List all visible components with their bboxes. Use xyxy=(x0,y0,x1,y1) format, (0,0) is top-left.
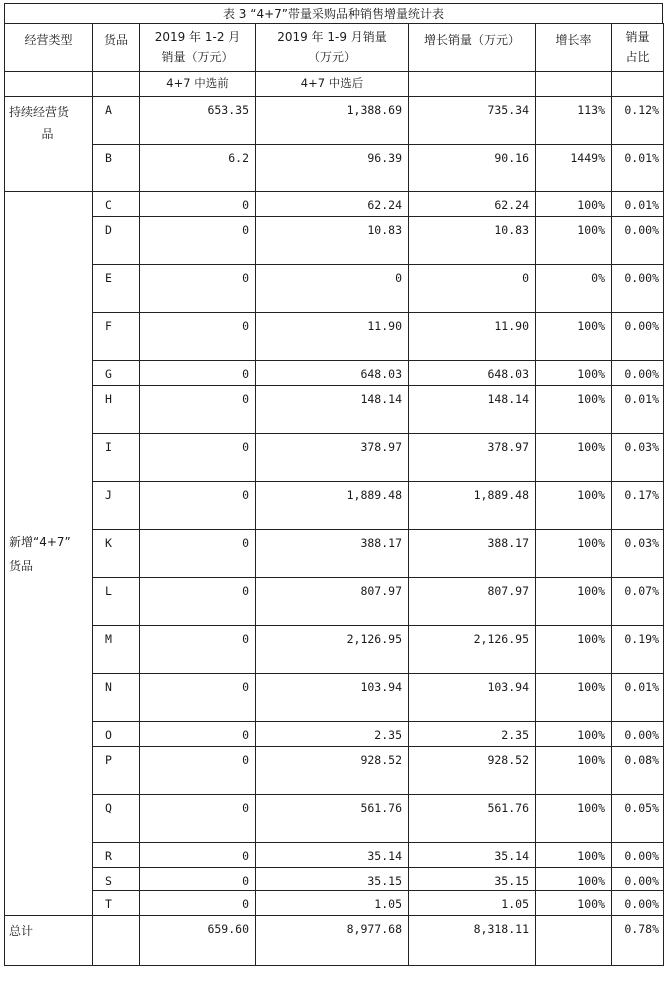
cell-item: G xyxy=(93,361,140,386)
total-row xyxy=(5,916,664,966)
cell-before: 0 xyxy=(140,795,256,843)
cell-after: 10.83 xyxy=(256,217,409,265)
cell-before: 0 xyxy=(140,747,256,795)
cell-after: 928.52 xyxy=(256,747,409,795)
category-continuing-line1: 持续经营货 xyxy=(9,105,70,119)
cell-growth: 10.83 xyxy=(409,217,536,265)
cell-rate: 1449% xyxy=(536,145,612,192)
cell-before: 0 xyxy=(140,386,256,434)
subheader-after: 4+7 中选后 xyxy=(256,72,409,97)
cell-share: 0.00% xyxy=(612,843,664,868)
cell-rate: 100% xyxy=(536,386,612,434)
cell-before: 0 xyxy=(140,217,256,265)
subheader-blank-share xyxy=(612,72,664,97)
cell-before: 0 xyxy=(140,868,256,891)
category-new-line2: 货品 xyxy=(9,558,34,573)
header-row xyxy=(5,24,664,72)
cell-rate: 100% xyxy=(536,747,612,795)
table-row xyxy=(5,795,664,843)
subheader-blank-item xyxy=(93,72,140,97)
cell-before: 0 xyxy=(140,434,256,482)
cell-share: 0.19% xyxy=(612,626,664,674)
cell-growth: 35.15 xyxy=(409,868,536,891)
cell-item: Q xyxy=(93,795,140,843)
table-row xyxy=(5,482,664,530)
header-item: 货品 xyxy=(93,24,140,72)
subheader-blank-category xyxy=(5,72,93,97)
cell-before: 0 xyxy=(140,578,256,626)
table-row xyxy=(5,434,664,482)
cell-growth: 62.24 xyxy=(409,192,536,217)
cell-item: D xyxy=(93,217,140,265)
cell-item: O xyxy=(93,722,140,747)
header-growth: 增长销量（万元） xyxy=(409,24,536,72)
cell-item: A xyxy=(93,97,140,145)
cell-share: 0.00% xyxy=(612,313,664,361)
cell-before: 0 xyxy=(140,674,256,722)
sales-stats-table-container xyxy=(4,3,663,966)
category-new xyxy=(5,192,93,916)
cell-item: K xyxy=(93,530,140,578)
cell-share: 0.01% xyxy=(612,192,664,217)
cell-before: 0 xyxy=(140,265,256,313)
cell-rate: 100% xyxy=(536,313,612,361)
cell-rate: 100% xyxy=(536,891,612,916)
cell-after: 561.76 xyxy=(256,795,409,843)
table-row xyxy=(5,578,664,626)
cell-after: 807.97 xyxy=(256,578,409,626)
cell-before: 0 xyxy=(140,891,256,916)
cell-after: 1.05 xyxy=(256,891,409,916)
cell-growth: 11.90 xyxy=(409,313,536,361)
cell-rate: 100% xyxy=(536,482,612,530)
cell-rate: 100% xyxy=(536,578,612,626)
cell-before: 0 xyxy=(140,722,256,747)
cell-rate: 100% xyxy=(536,530,612,578)
subheader-blank-rate xyxy=(536,72,612,97)
cell-before: 0 xyxy=(140,843,256,868)
cell-rate: 100% xyxy=(536,192,612,217)
cell-growth: 35.14 xyxy=(409,843,536,868)
category-continuing xyxy=(5,97,93,192)
cell-growth: 388.17 xyxy=(409,530,536,578)
cell-share: 0.01% xyxy=(612,145,664,192)
table-title: 表 3 “4+7”带量采购品种销售增量统计表 xyxy=(4,3,663,23)
table-row xyxy=(5,97,664,145)
cell-share: 0.00% xyxy=(612,868,664,891)
cell-before: 0 xyxy=(140,626,256,674)
cell-rate: 100% xyxy=(536,868,612,891)
header-rate: 增长率 xyxy=(536,24,612,72)
cell-growth: 648.03 xyxy=(409,361,536,386)
cell-after: 0 xyxy=(256,265,409,313)
cell-after: 103.94 xyxy=(256,674,409,722)
cell-before: 0 xyxy=(140,192,256,217)
header-share: 销量 占比 xyxy=(612,24,664,72)
cell-share: 0.01% xyxy=(612,674,664,722)
cell-share: 0.00% xyxy=(612,217,664,265)
header-before: 2019 年 1-2 月 销量（万元） xyxy=(140,24,256,72)
cell-growth: 0 xyxy=(409,265,536,313)
cell-before: 653.35 xyxy=(140,97,256,145)
total-share: 0.78% xyxy=(612,916,664,966)
header-after: 2019 年 1-9 月销量 （万元） xyxy=(256,24,409,72)
cell-item: M xyxy=(93,626,140,674)
total-rate xyxy=(536,916,612,966)
cell-item: P xyxy=(93,747,140,795)
cell-growth: 2,126.95 xyxy=(409,626,536,674)
total-item xyxy=(93,916,140,966)
cell-item: J xyxy=(93,482,140,530)
cell-item: T xyxy=(93,891,140,916)
subheader-row xyxy=(5,72,664,97)
cell-item: B xyxy=(93,145,140,192)
table-row xyxy=(5,722,664,747)
category-new-line1: 新增“4+7” xyxy=(9,534,71,549)
cell-growth: 2.35 xyxy=(409,722,536,747)
table-row xyxy=(5,217,664,265)
total-after: 8,977.68 xyxy=(256,916,409,966)
cell-share: 0.00% xyxy=(612,722,664,747)
cell-after: 35.14 xyxy=(256,843,409,868)
cell-share: 0.01% xyxy=(612,386,664,434)
cell-share: 0.00% xyxy=(612,891,664,916)
cell-before: 6.2 xyxy=(140,145,256,192)
cell-share: 0.03% xyxy=(612,530,664,578)
cell-item: E xyxy=(93,265,140,313)
table-row xyxy=(5,361,664,386)
cell-after: 2,126.95 xyxy=(256,626,409,674)
cell-item: C xyxy=(93,192,140,217)
table-row xyxy=(5,386,664,434)
table-row xyxy=(5,891,664,916)
sales-stats-table xyxy=(4,23,664,966)
table-row xyxy=(5,674,664,722)
cell-item: S xyxy=(93,868,140,891)
cell-share: 0.07% xyxy=(612,578,664,626)
cell-share: 0.17% xyxy=(612,482,664,530)
cell-after: 1,388.69 xyxy=(256,97,409,145)
cell-after: 62.24 xyxy=(256,192,409,217)
cell-share: 0.12% xyxy=(612,97,664,145)
cell-after: 35.15 xyxy=(256,868,409,891)
cell-rate: 100% xyxy=(536,361,612,386)
cell-item: I xyxy=(93,434,140,482)
cell-share: 0.05% xyxy=(612,795,664,843)
cell-rate: 100% xyxy=(536,217,612,265)
cell-item: F xyxy=(93,313,140,361)
cell-after: 11.90 xyxy=(256,313,409,361)
cell-share: 0.00% xyxy=(612,265,664,313)
total-label: 总计 xyxy=(5,916,93,966)
cell-growth: 90.16 xyxy=(409,145,536,192)
cell-share: 0.00% xyxy=(612,361,664,386)
subheader-blank-growth xyxy=(409,72,536,97)
cell-after: 378.97 xyxy=(256,434,409,482)
cell-item: R xyxy=(93,843,140,868)
cell-growth: 1,889.48 xyxy=(409,482,536,530)
cell-rate: 100% xyxy=(536,722,612,747)
cell-item: N xyxy=(93,674,140,722)
cell-item: L xyxy=(93,578,140,626)
cell-before: 0 xyxy=(140,361,256,386)
table-row xyxy=(5,747,664,795)
cell-share: 0.08% xyxy=(612,747,664,795)
cell-share: 0.03% xyxy=(612,434,664,482)
cell-before: 0 xyxy=(140,313,256,361)
table-row xyxy=(5,145,664,192)
cell-growth: 148.14 xyxy=(409,386,536,434)
cell-rate: 0% xyxy=(536,265,612,313)
table-row xyxy=(5,192,664,217)
table-row xyxy=(5,868,664,891)
cell-growth: 1.05 xyxy=(409,891,536,916)
subheader-before: 4+7 中选前 xyxy=(140,72,256,97)
cell-growth: 561.76 xyxy=(409,795,536,843)
cell-after: 388.17 xyxy=(256,530,409,578)
cell-rate: 100% xyxy=(536,843,612,868)
cell-rate: 100% xyxy=(536,674,612,722)
category-continuing-line2: 品 xyxy=(41,127,54,141)
cell-growth: 378.97 xyxy=(409,434,536,482)
cell-growth: 735.34 xyxy=(409,97,536,145)
cell-rate: 100% xyxy=(536,795,612,843)
cell-after: 1,889.48 xyxy=(256,482,409,530)
cell-before: 0 xyxy=(140,530,256,578)
table-row xyxy=(5,626,664,674)
cell-growth: 928.52 xyxy=(409,747,536,795)
cell-rate: 100% xyxy=(536,626,612,674)
total-growth: 8,318.11 xyxy=(409,916,536,966)
cell-rate: 100% xyxy=(536,434,612,482)
cell-after: 648.03 xyxy=(256,361,409,386)
cell-rate: 113% xyxy=(536,97,612,145)
table-row xyxy=(5,843,664,868)
cell-after: 2.35 xyxy=(256,722,409,747)
cell-after: 96.39 xyxy=(256,145,409,192)
table-row xyxy=(5,265,664,313)
cell-growth: 103.94 xyxy=(409,674,536,722)
cell-growth: 807.97 xyxy=(409,578,536,626)
cell-item: H xyxy=(93,386,140,434)
header-category: 经营类型 xyxy=(5,24,93,72)
total-before: 659.60 xyxy=(140,916,256,966)
table-row xyxy=(5,313,664,361)
cell-after: 148.14 xyxy=(256,386,409,434)
cell-before: 0 xyxy=(140,482,256,530)
table-row xyxy=(5,530,664,578)
